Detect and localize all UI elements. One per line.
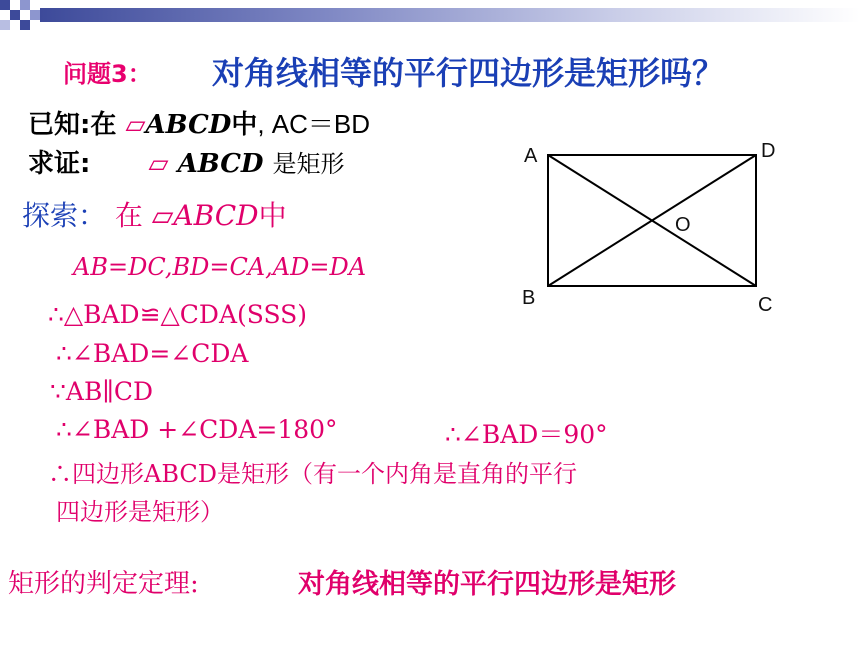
- prove-line: [28, 143, 345, 180]
- decor-square: [20, 0, 30, 10]
- center-label-o: O: [675, 214, 691, 236]
- vertex-label-d: D: [761, 140, 776, 162]
- decor-square: [0, 0, 10, 10]
- given-prefix: 已知:在: [28, 110, 117, 140]
- diagonal-bd: [548, 155, 756, 286]
- proof-line-5a: ∴∠BAD +∠CDA=180°: [56, 415, 338, 444]
- header-gradient-bar: [40, 8, 860, 22]
- proof-line-7: 四边形是矩形）: [56, 498, 224, 526]
- prove-suffix: 是矩形: [272, 150, 345, 178]
- parallelogram-icon: ▱: [125, 110, 146, 140]
- explore-prefix: 在: [114, 199, 143, 232]
- prove-figure: ABCD: [177, 149, 264, 179]
- proof-line-5b: ∴∠BAD＝90°: [445, 420, 608, 449]
- vertex-label-b: B: [522, 287, 536, 309]
- decor-square: [10, 10, 20, 20]
- prove-prefix: 求证:: [28, 149, 91, 179]
- given-middle: 中: [231, 110, 258, 140]
- proof-line-1: AB=DC,BD=CA,AD=DA: [73, 253, 367, 281]
- theorem-label: 矩形的判定定理:: [8, 569, 199, 599]
- proof-line-4: ∵AB∥CD: [50, 377, 154, 406]
- vertex-label-a: A: [524, 145, 538, 167]
- proof-line-3: ∴∠BAD=∠CDA: [56, 339, 249, 368]
- theorem-statement: 对角线相等的平行四边形是矩形: [298, 569, 676, 600]
- decor-square: [0, 20, 10, 30]
- given-line: [28, 104, 370, 141]
- explore-label: 探索：: [22, 199, 107, 232]
- problem-title: 对角线相等的平行四边形是矩形吗？: [212, 54, 725, 92]
- explore-suffix: 中: [258, 199, 287, 232]
- proof-line-6: ∴四边形ABCD是矩形（有一个内角是直角的平行: [48, 460, 578, 488]
- proof-line-2: ∴△BAD≌△CDA(SSS): [48, 300, 308, 329]
- given-condition: , AC＝BD: [257, 109, 371, 139]
- decor-square: [20, 20, 30, 30]
- explore-line: [22, 194, 287, 234]
- given-figure: ABCD: [145, 110, 232, 140]
- decor-square: [30, 10, 40, 20]
- diagonal-ac: [548, 155, 756, 286]
- vertex-label-c: C: [758, 294, 773, 316]
- parallelogram-icon: ▱: [151, 199, 174, 232]
- explore-figure: ABCD: [173, 199, 259, 232]
- parallelogram-icon: ▱: [148, 149, 169, 179]
- problem-label: 问题3：: [63, 60, 152, 88]
- rectangle-abcd: [548, 155, 756, 286]
